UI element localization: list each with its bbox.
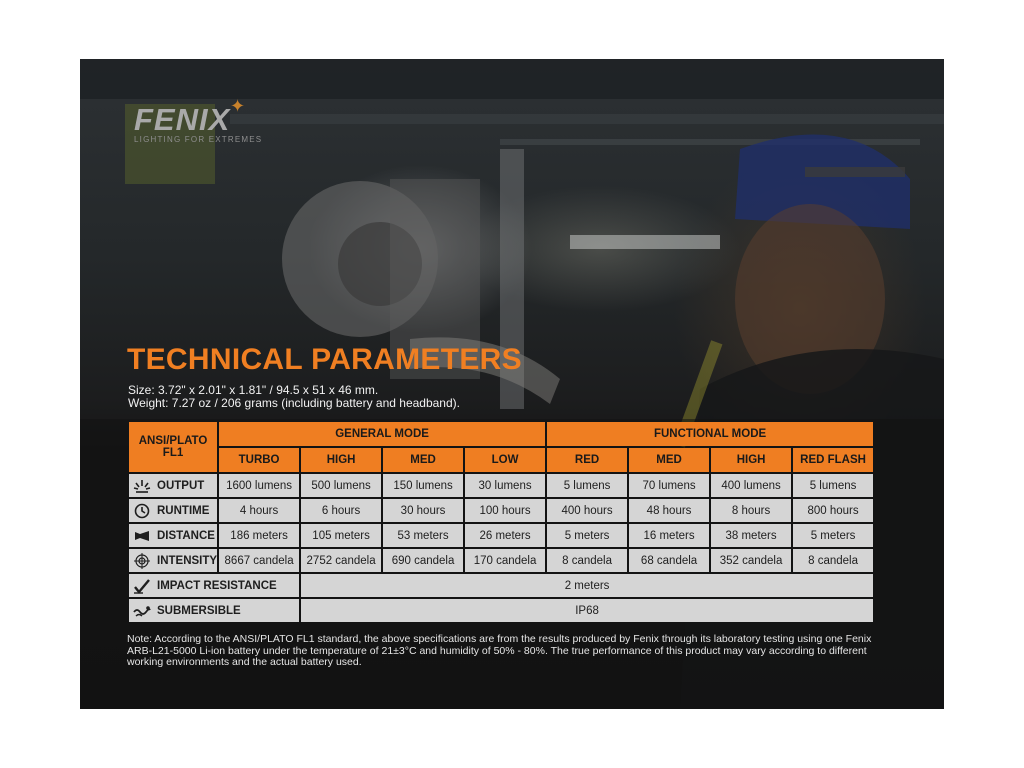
table-cell: 68 candela [629, 549, 709, 572]
group-header-general: GENERAL MODE [219, 422, 545, 446]
row-label-text: RUNTIME [157, 504, 210, 517]
table-cell: 690 candela [383, 549, 463, 572]
light-burst-icon [133, 478, 151, 494]
clock-icon [133, 503, 151, 519]
table-corner-label: ANSI/PLATO FL1 [129, 422, 217, 472]
size-spec: Size: 3.72" x 2.01" x 1.81" / 94.5 x 51 x 46 mm. [128, 383, 379, 397]
table-cell: 6 hours [301, 499, 381, 522]
table-cell: 8 candela [547, 549, 627, 572]
mode-header: TURBO [219, 448, 299, 472]
table-cell: 38 meters [711, 524, 791, 547]
row-label-text: IMPACT RESISTANCE [157, 579, 277, 592]
table-cell: 500 lumens [301, 474, 381, 497]
row-label-text: OUTPUT [157, 479, 205, 492]
intensity-target-icon [133, 553, 151, 569]
table-cell: 100 hours [465, 499, 545, 522]
table-row-output [129, 474, 873, 497]
table-cell: 16 meters [629, 524, 709, 547]
mode-header: HIGH [301, 448, 381, 472]
beam-distance-icon [133, 528, 151, 544]
table-row-runtime [129, 499, 873, 522]
table-cell: 400 hours [547, 499, 627, 522]
row-label-impact [129, 574, 299, 597]
logo-star-icon: ✦ [230, 96, 246, 116]
row-label-intensity [129, 549, 217, 572]
row-label-text: DISTANCE [157, 529, 215, 542]
table-cell: 400 lumens [711, 474, 791, 497]
table-cell: 8 hours [711, 499, 791, 522]
brand-logo [134, 96, 263, 144]
table-cell: 8667 candela [219, 549, 299, 572]
table-row-impact [129, 574, 873, 597]
table-cell: 5 meters [793, 524, 873, 547]
row-label-runtime [129, 499, 217, 522]
row-label-distance [129, 524, 217, 547]
impact-value: 2 meters [301, 574, 873, 597]
submersible-value: IP68 [301, 599, 873, 622]
row-label-output [129, 474, 217, 497]
spec-table [127, 420, 875, 624]
table-cell: 30 lumens [465, 474, 545, 497]
table-cell: 30 hours [383, 499, 463, 522]
mode-header: LOW [465, 448, 545, 472]
table-cell: 5 lumens [793, 474, 873, 497]
table-cell: 186 meters [219, 524, 299, 547]
spec-panel [80, 59, 944, 709]
impact-check-icon [133, 578, 151, 594]
brand-tagline: LIGHTING FOR EXTREMES [134, 135, 263, 144]
page-title: TECHNICAL PARAMETERS [127, 343, 522, 376]
table-cell: 48 hours [629, 499, 709, 522]
table-cell: 2752 candela [301, 549, 381, 572]
table-cell: 70 lumens [629, 474, 709, 497]
mode-header: MED [383, 448, 463, 472]
water-wave-icon [133, 603, 151, 619]
row-label-text: SUBMERSIBLE [157, 604, 241, 617]
brand-wordmark: FENIX [134, 102, 231, 137]
table-row-intensity [129, 549, 873, 572]
table-cell: 170 candela [465, 549, 545, 572]
table-cell: 5 meters [547, 524, 627, 547]
table-cell: 1600 lumens [219, 474, 299, 497]
mode-header: MED [629, 448, 709, 472]
table-cell: 53 meters [383, 524, 463, 547]
table-cell: 150 lumens [383, 474, 463, 497]
table-cell: 8 candela [793, 549, 873, 572]
row-label-text: INTENSITY [157, 554, 218, 567]
mode-header: RED [547, 448, 627, 472]
weight-spec: Weight: 7.27 oz / 206 grams (including battery and headband). [128, 396, 460, 410]
table-row-distance [129, 524, 873, 547]
table-cell: 4 hours [219, 499, 299, 522]
mode-header: HIGH [711, 448, 791, 472]
mode-header: RED FLASH [793, 448, 873, 472]
table-cell: 800 hours [793, 499, 873, 522]
group-header-functional: FUNCTIONAL MODE [547, 422, 873, 446]
footnote: Note: According to the ANSI/PLATO FL1 standard, the above specifications are from the results produced by Fenix through its laboratory testing using one Fenix ARB-L21-5000 Li-ion battery under the temperature of 21±3°C and humidity of 50% - 80%. The true performance of this product may vary according to different working environments and the actual battery used. [127, 633, 872, 668]
table-cell: 105 meters [301, 524, 381, 547]
table-row-submersible [129, 599, 873, 622]
table-cell: 352 candela [711, 549, 791, 572]
table-cell: 26 meters [465, 524, 545, 547]
row-label-submersible [129, 599, 299, 622]
table-cell: 5 lumens [547, 474, 627, 497]
